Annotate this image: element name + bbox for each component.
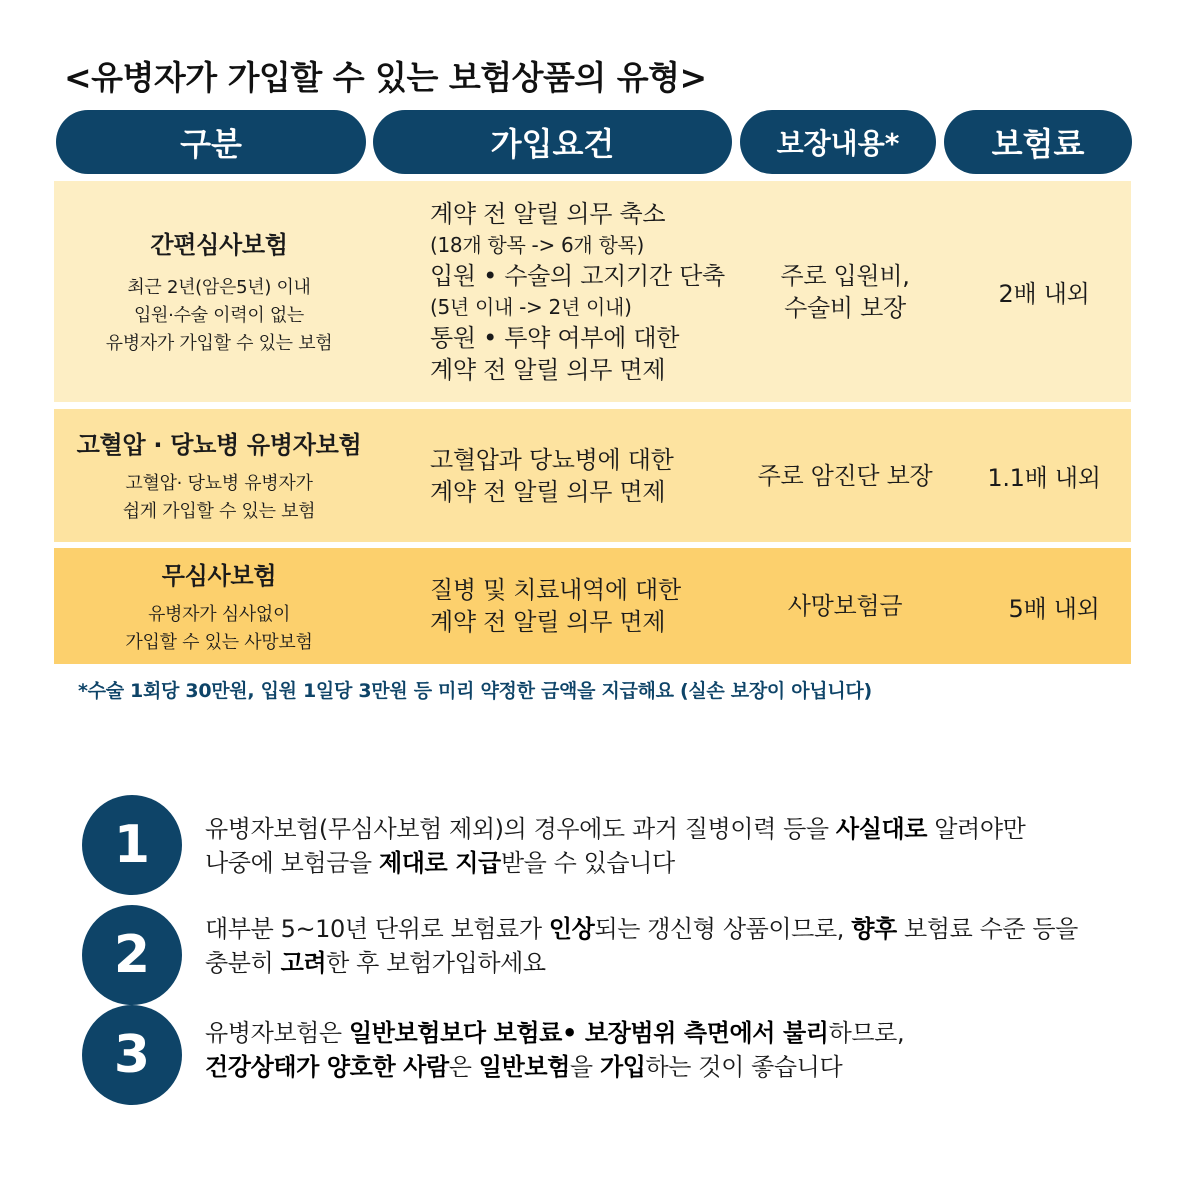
coverage-cell: 주로 입원비, 수술비 보장	[780, 261, 910, 322]
premium-cell: 2배 내외	[998, 280, 1090, 308]
note-text: 나중에 보험금을	[205, 849, 379, 877]
note-line	[205, 846, 1025, 880]
note-text: 받을 수 있습니다	[500, 849, 675, 877]
note-text: 을	[569, 1053, 600, 1081]
note-text: 알려야만	[927, 815, 1026, 843]
note-text: 하므로,	[828, 1019, 905, 1047]
requirement-line: 계약 전 알릴 의무 면제	[430, 608, 666, 636]
category-cell	[54, 548, 384, 664]
coverage-cell: 주로 암진단 보장	[757, 461, 933, 490]
category-description: 최근 2년(암은5년) 이내 입원·수술 이력이 없는 유병자가 가입할 수 있는 보험	[105, 277, 333, 354]
category-description: 고혈압· 당뇨병 유병자가 쉽게 가입할 수 있는 보험	[122, 473, 316, 522]
requirements-cell	[430, 181, 770, 402]
requirement-line: 질병 및 치료내역에 대한	[430, 576, 681, 604]
table-row	[54, 409, 1131, 542]
requirement-line: 통원 • 투약 여부에 대한	[430, 323, 680, 352]
note-text: 은	[448, 1053, 479, 1081]
note-line	[205, 1016, 904, 1050]
header-coverage: 보장내용*	[740, 110, 936, 174]
header-premium: 보험료	[944, 110, 1132, 174]
table-row	[54, 181, 1131, 402]
note-text: 한 후 보험가입하세요	[326, 949, 546, 977]
category-title: 간편심사보험	[150, 231, 288, 259]
note-3	[205, 1016, 904, 1084]
number-badge-2: 2	[82, 905, 182, 1005]
note-line	[205, 1050, 904, 1084]
note-1	[205, 812, 1025, 880]
requirement-line: 고혈압과 당뇨병에 대한	[430, 445, 674, 474]
requirement-line: 계약 전 알릴 의무 면제	[430, 477, 666, 506]
note-text: 대부분 5~10년 단위로 보험료가	[205, 915, 549, 943]
coverage-cell: 사망보험금	[787, 592, 903, 620]
requirement-line: 계약 전 알릴 의무 축소	[430, 199, 666, 228]
page-title: <유병자가 가입할 수 있는 보험상품의 유형>	[64, 58, 707, 97]
emphasis-text: 일반보험	[478, 1053, 570, 1081]
note-text: 유병자보험은	[205, 1019, 349, 1047]
header-requirements: 가입요건	[373, 110, 732, 174]
note-line	[205, 912, 1078, 946]
note-line	[205, 812, 1025, 846]
requirements-cell	[430, 409, 770, 542]
requirement-line: (5년 이내 -> 2년 이내)	[430, 294, 632, 319]
note-text: 하는 것이 좋습니다	[645, 1053, 843, 1081]
number-badge-3: 3	[82, 1005, 182, 1105]
header-category: 구분	[56, 110, 366, 174]
emphasis-text: 일반보험보다 보험료• 보장범위 측면에서 불리	[348, 1019, 829, 1047]
emphasis-text: 사실대로	[835, 815, 928, 843]
category-cell	[54, 181, 384, 402]
category-cell	[54, 409, 384, 542]
premium-cell: 5배 내외	[1008, 594, 1100, 623]
footnote: *수술 1회당 30만원, 입원 1일당 3만원 등 미리 약정한 금액을 지급해요 (실손 보장이 아닙니다)	[78, 680, 872, 702]
note-text: 충분히	[205, 949, 281, 977]
emphasis-text: 건강상태가 양호한 사람	[205, 1053, 449, 1081]
note-text: 보험료 수준 등을	[896, 915, 1078, 943]
requirements-cell	[430, 548, 770, 664]
category-title: 무심사보험	[161, 561, 277, 590]
category-description: 유병자가 심사없이 가입할 수 있는 사망보험	[125, 603, 313, 653]
requirement-line: 계약 전 알릴 의무 면제	[430, 355, 666, 384]
category-title: 고혈압 · 당뇨병 유병자보험	[76, 431, 362, 459]
table-row	[54, 548, 1131, 664]
note-text: 유병자보험(무심사보험 제외)의 경우에도 과거 질병이력 등을	[205, 815, 836, 843]
requirement-line: 입원 • 수술의 고지기간 단축	[430, 261, 725, 290]
note-line	[205, 946, 1078, 980]
emphasis-text: 인상	[548, 915, 595, 943]
number-badge-1: 1	[82, 795, 182, 895]
requirement-line: (18개 항목 -> 6개 항목)	[430, 232, 645, 257]
emphasis-text: 향후	[851, 915, 897, 943]
note-2	[205, 912, 1078, 980]
emphasis-text: 가입	[599, 1053, 646, 1081]
note-text: 되는 갱신형 상품이므로,	[594, 915, 852, 943]
premium-cell: 1.1배 내외	[987, 464, 1101, 492]
emphasis-text: 고려	[280, 949, 327, 977]
emphasis-text: 제대로 지급	[378, 849, 501, 877]
